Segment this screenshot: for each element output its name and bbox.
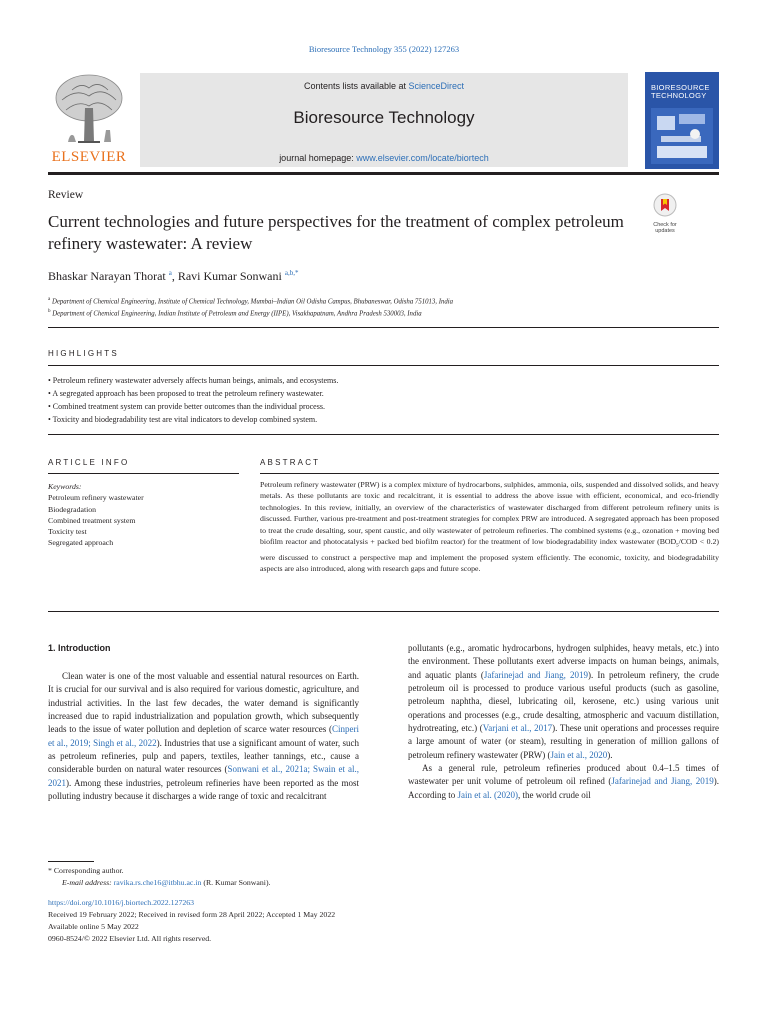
article-type: Review <box>48 189 84 201</box>
reference-link[interactable]: Jafarinejad and Jiang, 2019 <box>611 776 714 787</box>
author-separator: , <box>171 269 178 283</box>
keyword-item: Combined treatment system <box>48 515 136 525</box>
section-divider <box>48 327 719 328</box>
highlight-item: • Toxicity and biodegradability test are vital indicators to develop combined system. <box>48 415 318 424</box>
author-email-link[interactable]: ravika.rs.che16@itbhu.ac.in <box>113 878 202 887</box>
online-date: Available online 5 May 2022 <box>48 922 139 931</box>
masthead-rule <box>48 172 719 175</box>
paragraph: pollutants (e.g., aromatic hydrocarbons, hydrogen sulphides, heavy metals, etc.) into the environment. These pollutants exert adverse impacts on human beings, animals, and aquatic plants (Jafarinejad and Jiang, 2019). In petroleum refinery, the crude petroleum oil is processed to produce various useful products (such as gasoline, petroleum naphtha, diesel, lubricating oil, kerosene, etc.) using various unit operations and processes (e.g., crude desalting, atmospheric and vacuum distillation, hydrotreating, etc.) (Varjani et al., 2017). These unit operations and processes require a large amount of water (or steam), resulting in generation of million gallons of petroleum refinery wastewater (PRW) (Jain et al., 2020). <box>408 643 720 760</box>
abstract-heading: ABSTRACT <box>260 458 321 467</box>
reference-link[interactable]: Varjani et al., 2017 <box>482 723 553 734</box>
email-line: E-mail address: ravika.rs.che16@itbhu.ac.in (R. Kumar Sonwani). <box>62 878 271 887</box>
reference-link[interactable]: Sonwani et al., 2021a; Swain et al., 2021 <box>48 764 359 788</box>
highlights-list <box>48 374 718 426</box>
affiliations <box>48 295 718 320</box>
author-name[interactable]: Ravi Kumar Sonwani <box>177 269 282 283</box>
highlights-heading: HIGHLIGHTS <box>48 349 119 358</box>
cover-artwork <box>651 108 713 164</box>
keyword-item: Toxicity test <box>48 527 87 537</box>
introduction-heading: 1. Introduction <box>48 643 111 653</box>
check-for-updates-button[interactable] <box>650 193 680 234</box>
contents-prefix: Contents lists available at <box>303 81 409 91</box>
tree-icon <box>48 70 130 150</box>
reference-link[interactable]: Jain et al., 2020 <box>550 749 608 760</box>
section-divider <box>48 365 719 366</box>
contents-line <box>140 81 628 91</box>
publication-info <box>48 897 718 945</box>
section-divider <box>48 611 719 612</box>
footnotes <box>48 865 718 889</box>
section-divider <box>48 434 719 435</box>
article-info-rule <box>48 473 239 474</box>
keyword-item: Biodegradation <box>48 504 97 514</box>
body-column-right <box>408 642 719 802</box>
abstract-rule <box>260 473 719 474</box>
highlight-item: • A segregated approach has been proposed to treat the petroleum refinery wastewater. <box>48 389 324 398</box>
keyword-item: Segregated approach <box>48 538 114 548</box>
author-list <box>48 269 298 284</box>
highlight-item: • Petroleum refinery wastewater adversely affects human beings, animals, and ecosystems. <box>48 376 339 385</box>
author-affiliation-marks[interactable]: a,b,* <box>284 269 299 277</box>
affiliation-item: $^a$ Department of Chemical Engineering, Institute of Chemical Technology, Mumbai–Indian Oil Odisha Campus, Bhubaneswar, Odisha 751013, India <box>48 297 454 306</box>
paragraph: As a general rule, petroleum refineries produced about 0.4–1.5 times of wastewater per unit volume of petroleum oil refined (Jafarinejad and Jiang, 2019). According to Jain et al. (2020), the world crude oil <box>408 763 720 800</box>
sciencedirect-link[interactable]: ScienceDirect <box>408 81 465 91</box>
article-title: Current technologies and future perspectives for the treatment of complex petroleum refinery wastewater: A review <box>48 212 624 253</box>
corresponding-author-note: * Corresponding author. <box>48 866 124 875</box>
affiliation-item: $^b$ Department of Chemical Engineering, Indian Institute of Petroleum and Energy (IIPE), Visakhapatnam, Andhra Pradesh 530003, India <box>48 309 422 318</box>
journal-homepage-line <box>140 153 628 163</box>
cover-title: BIORESOURCE TECHNOLOGY <box>651 83 710 100</box>
journal-title: Bioresource Technology <box>293 108 475 127</box>
abstract-text: Petroleum refinery wastewater (PRW) is a complex mixture of hydrocarbons, sulphides, ammonia, oils, suspended and dissolved solids, and heavy metals. As these pollutants are toxic and recalcitrant, it is essential to address the above issue with efficient, economical, and eco-friendly technologies. In this review, initially, an overview of the characteristics of wastewater discharged from different petroleum refinery units is discussed. Further, various pre-treatment and post-treatment strategies for complex PRW are introduced. A segregated approach has been proposed to treat the crude desalting, sour, spent caustic, and oily wastewater of petroleum refineries. The combined systems (e.g., ozonation + moving bed biofilm reactor and photocatalysis + packed bed biofilm reactor) for the treatment of low biodegradability index wastewater ($BOD_5$/COD < 0.2) were discussed to construct a perspective map and implement the proposed system efficiently. The economic, toxicity, and biodegradability aspects are also introduced, along with research gaps and future scope. <box>260 480 719 574</box>
check-updates-label: Check for updates <box>653 222 677 234</box>
footnote-rule <box>48 861 94 862</box>
homepage-prefix: journal homepage: <box>279 153 357 163</box>
elsevier-logo <box>48 70 130 166</box>
author-name[interactable]: Bhaskar Narayan Thorat <box>48 269 166 283</box>
received-dates: Received 19 February 2022; Received in revised form 28 April 2022; Accepted 1 May 2022 <box>48 910 336 919</box>
article-info-heading: ARTICLE INFO <box>48 458 130 467</box>
highlight-item: • Combined treatment system can provide better outcomes than the individual process. <box>48 402 325 411</box>
reference-link[interactable]: Jafarinejad and Jiang, 2019 <box>483 669 588 680</box>
author-affiliation-marks[interactable]: a <box>168 269 172 277</box>
reference-link[interactable]: Jain et al. (2020) <box>457 789 518 800</box>
check-updates-icon <box>653 193 677 217</box>
doi-link[interactable]: https://doi.org/10.1016/j.biortech.2022.127263 <box>48 898 195 907</box>
keyword-item: Petroleum refinery wastewater <box>48 493 144 503</box>
reference-link[interactable]: Cinperi et al., 2019; Singh et al., 2022 <box>48 724 359 748</box>
journal-homepage-link[interactable]: www.elsevier.com/locate/biortech <box>356 153 489 163</box>
publisher-name: ELSEVIER <box>51 149 127 165</box>
paragraph: Clean water is one of the most valuable and essential natural resources on Earth. It is crucial for our survival and is also required for various domestic, agriculture, and industrial activities. In the last few decades, the water demand is significantly increased due to rapid industrialization and population growth, which subsequently leads to the issue of water pollution and depletion of scarce water resources (Cinperi et al., 2019; Singh et al., 2022). Industries that use a significant amount of water, such as petroleum refineries, pulp and papers, textiles, leather tannings, etc., cause a considerable burden on natural water resources (Sonwani et al., 2021a; Swain et al., 2021). Among these industries, petroleum refineries have been reported as the most polluting industry because it discharges a wide range of toxic and recalcitrant <box>48 671 359 802</box>
keywords-label: Keywords: <box>48 482 82 491</box>
journal-citation-link[interactable]: Bioresource Technology 355 (2022) 127263 <box>308 44 460 54</box>
copyright: 0960-8524/© 2022 Elsevier Ltd. All rights reserved. <box>48 934 212 943</box>
keywords-block <box>48 481 243 549</box>
body-column-left <box>48 670 359 803</box>
journal-cover-image <box>645 72 719 169</box>
